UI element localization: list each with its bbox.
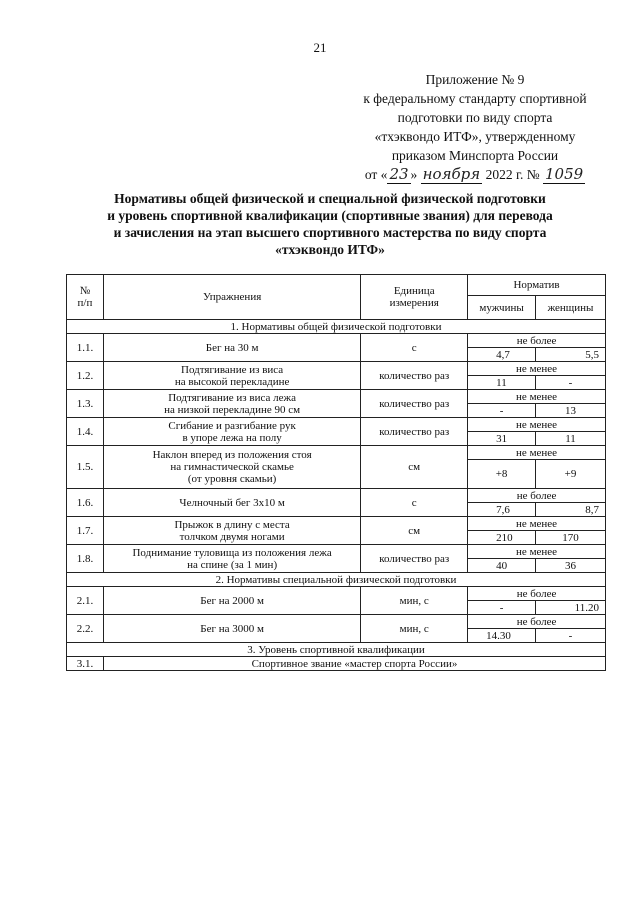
- date-prefix: от «: [364, 167, 388, 182]
- header-women: женщины: [536, 296, 606, 320]
- condition-cell: не менее: [468, 418, 606, 432]
- men-value: 14.30: [468, 629, 536, 643]
- appendix-block: [330, 70, 620, 184]
- qualification-cell: Спортивное звание «мастер спорта России»: [103, 657, 605, 671]
- condition-cell: не менее: [468, 362, 606, 376]
- men-value: 4,7: [468, 348, 536, 362]
- unit-cell: количество раз: [361, 545, 468, 573]
- appendix-date-line: [330, 165, 620, 184]
- handwritten-day: 23: [389, 165, 409, 183]
- unit-cell: мин, с: [361, 615, 468, 643]
- row-num: 1.2.: [67, 362, 104, 390]
- section-heading: 2. Нормативы специальной физической подготовки: [67, 573, 606, 587]
- men-value: -: [468, 601, 536, 615]
- women-value: 170: [536, 531, 606, 545]
- row-num: 2.2.: [67, 615, 104, 643]
- title-line: и уровень спортивной квалификации (спортивные звания) для перевода: [107, 208, 553, 223]
- men-value: 40: [468, 559, 536, 573]
- men-value: +8: [468, 460, 536, 489]
- condition-cell: не менее: [468, 446, 606, 460]
- unit-cell: с: [361, 334, 468, 362]
- title-line: и зачисления на этап высшего спортивного мастерства по виду спорта: [113, 225, 547, 240]
- header-unit: Единица измерения: [361, 275, 468, 320]
- condition-cell: не менее: [468, 517, 606, 531]
- table-header-row: [67, 275, 606, 296]
- condition-cell: не более: [468, 489, 606, 503]
- header-men: мужчины: [468, 296, 536, 320]
- title-line: «тхэквондо ИТФ»: [275, 242, 385, 257]
- unit-cell: количество раз: [361, 362, 468, 390]
- exercise-cell: Подтягивание из виса лежа на низкой перекладине 90 см: [103, 390, 360, 418]
- row-num: 1.1.: [67, 334, 104, 362]
- men-value: 210: [468, 531, 536, 545]
- women-value: 5,5: [536, 348, 606, 362]
- men-value: 11: [468, 376, 536, 390]
- condition-cell: не более: [468, 587, 606, 601]
- row-num: 1.6.: [67, 489, 104, 517]
- unit-cell: см: [361, 446, 468, 489]
- appendix-line: к федеральному стандарту спортивной: [363, 91, 587, 106]
- row-num: 1.3.: [67, 390, 104, 418]
- handwritten-month: ноября: [422, 165, 481, 183]
- exercise-cell: Бег на 2000 м: [103, 587, 360, 615]
- section-heading: 1. Нормативы общей физической подготовки: [67, 320, 606, 334]
- condition-cell: не более: [468, 615, 606, 629]
- women-value: +9: [536, 460, 606, 489]
- appendix-line: «тхэквондо ИТФ», утвержденному: [374, 129, 576, 144]
- exercise-cell: Сгибание и разгибание рук в упоре лежа на полу: [103, 418, 360, 446]
- exercise-cell: Поднимание туловища из положения лежа на спине (за 1 мин): [103, 545, 360, 573]
- unit-cell: с: [361, 489, 468, 517]
- handwritten-order-number: 1059: [544, 165, 584, 183]
- condition-cell: не менее: [468, 390, 606, 404]
- header-num: № п/п: [67, 275, 104, 320]
- row-num: 1.4.: [67, 418, 104, 446]
- appendix-line: подготовки по виду спорта: [397, 110, 553, 125]
- row-num: 2.1.: [67, 587, 104, 615]
- women-value: 36: [536, 559, 606, 573]
- page-number: 21: [313, 40, 327, 55]
- row-num: 3.1.: [67, 657, 104, 671]
- appendix-line: приказом Минспорта России: [391, 148, 559, 163]
- condition-cell: не более: [468, 334, 606, 348]
- document-title: [60, 190, 600, 258]
- exercise-cell: Бег на 3000 м: [103, 615, 360, 643]
- row-num: 1.8.: [67, 545, 104, 573]
- exercise-cell: Бег на 30 м: [103, 334, 360, 362]
- men-value: 7,6: [468, 503, 536, 517]
- women-value: 11: [536, 432, 606, 446]
- header-norm: Норматив: [468, 275, 606, 296]
- unit-cell: мин, с: [361, 587, 468, 615]
- women-value: -: [536, 376, 606, 390]
- header-exercise: Упражнения: [103, 275, 360, 320]
- exercise-cell: Подтягивание из виса на высокой перекладине: [103, 362, 360, 390]
- condition-cell: не менее: [468, 545, 606, 559]
- women-value: 11.20: [536, 601, 606, 615]
- normatives-table: [66, 274, 606, 671]
- men-value: 31: [468, 432, 536, 446]
- exercise-cell: Челночный бег 3х10 м: [103, 489, 360, 517]
- women-value: -: [536, 629, 606, 643]
- unit-cell: количество раз: [361, 390, 468, 418]
- unit-cell: количество раз: [361, 418, 468, 446]
- row-num: 1.5.: [67, 446, 104, 489]
- appendix-line: Приложение № 9: [425, 72, 525, 87]
- row-num: 1.7.: [67, 517, 104, 545]
- women-value: 13: [536, 404, 606, 418]
- section-heading: 3. Уровень спортивной квалификации: [67, 643, 606, 657]
- exercise-cell: Прыжок в длину с места толчком двумя ногами: [103, 517, 360, 545]
- unit-cell: см: [361, 517, 468, 545]
- date-mid: »: [410, 167, 418, 182]
- date-year: 2022 г. №: [485, 167, 540, 182]
- women-value: 8,7: [536, 503, 606, 517]
- men-value: -: [468, 404, 536, 418]
- title-line: Нормативы общей физической и специальной физической подготовки: [114, 191, 546, 206]
- exercise-cell: Наклон вперед из положения стоя на гимнастической скамье (от уровня скамьи): [103, 446, 360, 489]
